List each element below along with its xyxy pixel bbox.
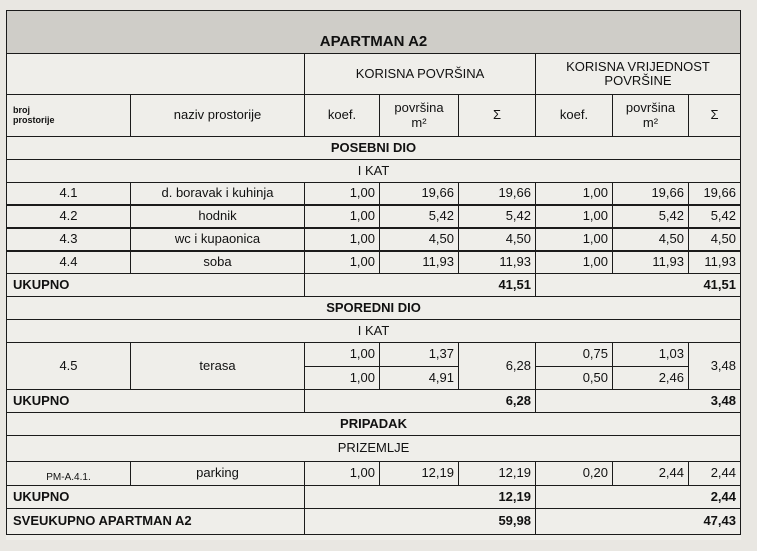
- room-sum2-cell: 11,93: [688, 251, 741, 274]
- header-povrsina-line2: m²: [411, 114, 427, 130]
- room-naziv-cell: soba: [130, 251, 305, 274]
- ukupno-posebni-sum: 41,51: [304, 273, 536, 297]
- terasa-pov2-1: 1,03: [612, 342, 689, 367]
- sveukupno-label: SVEUKUPNO APARTMAN A2: [6, 508, 305, 535]
- room-naziv-cell: hodnik: [130, 205, 305, 228]
- room-naziv-cell: wc i kupaonica: [130, 228, 305, 251]
- header-korisna-vrijednost: [535, 53, 741, 95]
- room-pov2-cell: 19,66: [612, 182, 689, 205]
- room-sum2-cell: 19,66: [688, 182, 741, 205]
- header-blank: [6, 53, 305, 95]
- subsection-kat-2: I KAT: [6, 319, 741, 343]
- terasa-sum2: 3,48: [688, 342, 741, 390]
- room-pov-cell: 11,93: [379, 251, 459, 274]
- room-sum-cell: 4,50: [458, 228, 536, 251]
- ukupno-posebni-sum2: 41,51: [535, 273, 741, 297]
- section-posebni: POSEBNI DIO: [6, 136, 741, 160]
- room-broj-cell: 4.3: [6, 228, 131, 251]
- terasa-pov-1: 1,37: [379, 342, 459, 367]
- subsection-prizemlje: PRIZEMLJE: [6, 435, 741, 462]
- terasa-koef-2: 1,00: [304, 366, 380, 390]
- terasa-sum: 6,28: [458, 342, 536, 390]
- parking-pov2: 2,44: [612, 461, 689, 486]
- ukupno-sporedni-sum: 6,28: [304, 389, 536, 413]
- ukupno-pripadak-sum: 12,19: [304, 485, 536, 509]
- section-pripadak: PRIPADAK: [6, 412, 741, 436]
- ukupno-posebni-label: UKUPNO: [6, 273, 305, 297]
- terasa-pov2-2: 2,46: [612, 366, 689, 390]
- room-koef-cell: 1,00: [304, 251, 380, 274]
- header-korisna-vrijednost-line2: POVRŠINE: [604, 73, 672, 88]
- room-koef2-cell: 1,00: [535, 205, 613, 228]
- ukupno-sporedni-label: UKUPNO: [6, 389, 305, 413]
- room-sum-cell: 19,66: [458, 182, 536, 205]
- room-sum2-cell: 5,42: [688, 205, 741, 228]
- subsection-kat-1: I KAT: [6, 159, 741, 183]
- header-naziv: naziv prostorije: [130, 94, 305, 137]
- parking-naziv: parking: [130, 461, 305, 486]
- header-povrsina-line1: površina: [394, 100, 444, 116]
- parking-sum2: 2,44: [688, 461, 741, 486]
- sveukupno-sum: 59,98: [304, 508, 536, 535]
- parking-broj: PM-A.4.1.: [6, 461, 131, 486]
- header-povrsina: [379, 94, 459, 137]
- terasa-broj: 4.5: [6, 342, 131, 390]
- room-koef-cell: 1,00: [304, 228, 380, 251]
- header-koef2: koef.: [535, 94, 613, 137]
- ukupno-sporedni-sum2: 3,48: [535, 389, 741, 413]
- parking-sum: 12,19: [458, 461, 536, 486]
- room-sum-cell: 5,42: [458, 205, 536, 228]
- header-korisna-vrijednost-line1: KORISNA VRIJEDNOST: [566, 58, 710, 74]
- terasa-pov-2: 4,91: [379, 366, 459, 390]
- parking-koef2: 0,20: [535, 461, 613, 486]
- ukupno-pripadak-label: UKUPNO: [6, 485, 305, 509]
- room-sum2-cell: 4,50: [688, 228, 741, 251]
- room-koef-cell: 1,00: [304, 205, 380, 228]
- terasa-koef2-2: 0,50: [535, 366, 613, 390]
- room-pov2-cell: 5,42: [612, 205, 689, 228]
- room-koef2-cell: 1,00: [535, 228, 613, 251]
- room-broj-cell: 4.2: [6, 205, 131, 228]
- terasa-koef2-1: 0,75: [535, 342, 613, 367]
- terasa-naziv: terasa: [130, 342, 305, 390]
- header-broj-line1: broj: [13, 104, 30, 115]
- parking-koef: 1,00: [304, 461, 380, 486]
- room-broj-cell: 4.1: [6, 182, 131, 205]
- terasa-koef-1: 1,00: [304, 342, 380, 367]
- header-povrsina2-line2: m²: [642, 114, 659, 130]
- header-povrsina2-line1: površina: [625, 100, 676, 116]
- header-sum2: Σ: [688, 94, 741, 137]
- room-sum-cell: 11,93: [458, 251, 536, 274]
- room-pov-cell: 5,42: [379, 205, 459, 228]
- room-pov2-cell: 4,50: [612, 228, 689, 251]
- room-pov-cell: 19,66: [379, 182, 459, 205]
- sveukupno-sum2: 47,43: [535, 508, 741, 535]
- room-broj-cell: 4.4: [6, 251, 131, 274]
- room-koef2-cell: 1,00: [535, 182, 613, 205]
- header-broj-line2: prostorije: [13, 114, 55, 125]
- room-pov2-cell: 11,93: [612, 251, 689, 274]
- header-povrsina2: [612, 94, 689, 137]
- room-naziv-cell: d. boravak i kuhinja: [130, 182, 305, 205]
- room-pov-cell: 4,50: [379, 228, 459, 251]
- section-sporedni: SPOREDNI DIO: [6, 296, 741, 320]
- ukupno-pripadak-sum2: 2,44: [535, 485, 741, 509]
- header-koef: koef.: [304, 94, 380, 137]
- header-broj: [6, 94, 131, 137]
- table-title: APARTMAN A2: [6, 10, 741, 54]
- parking-pov: 12,19: [379, 461, 459, 486]
- header-korisna-povrsina: KORISNA POVRŠINA: [304, 53, 536, 95]
- header-sum: Σ: [458, 94, 536, 137]
- room-koef2-cell: 1,00: [535, 251, 613, 274]
- room-koef-cell: 1,00: [304, 182, 380, 205]
- area-table: [6, 10, 741, 540]
